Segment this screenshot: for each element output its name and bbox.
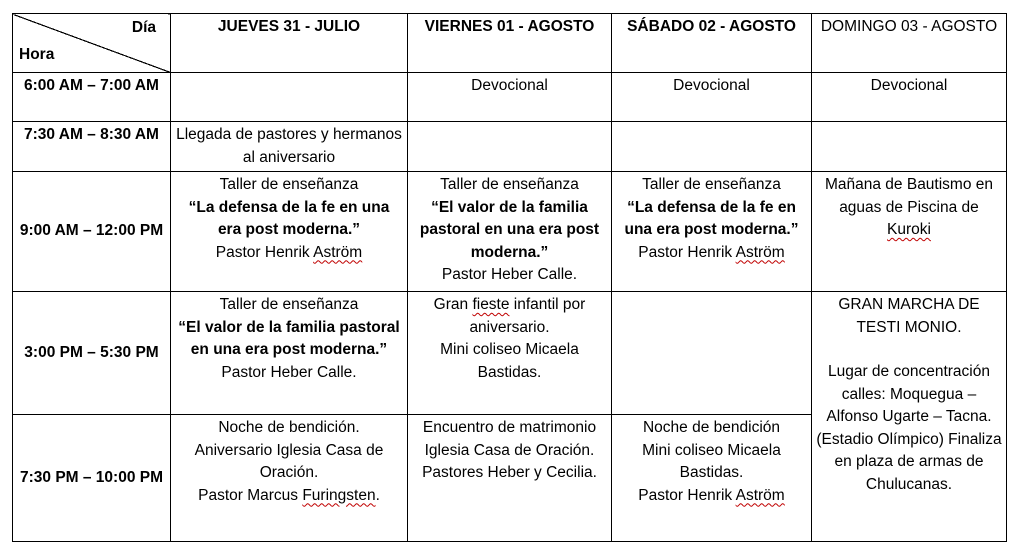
table-row	[13, 172, 1007, 292]
misspelled-word: fieste	[472, 296, 510, 313]
table-row	[13, 73, 1007, 122]
time-slot: 3:00 PM – 5:30 PM	[13, 292, 171, 415]
time-slot: 7:30 PM – 10:00 PM	[13, 415, 171, 542]
schedule-cell	[171, 292, 408, 415]
event-title: Taller de enseñanza	[219, 296, 359, 313]
schedule-cell: Devocional	[812, 73, 1007, 122]
schedule-cell-empty	[612, 122, 812, 172]
schedule-cell: Devocional	[408, 73, 612, 122]
schedule-cell	[612, 415, 812, 542]
event-speaker: Pastor Henrik Aström	[215, 243, 363, 261]
schedule-cell	[812, 172, 1007, 292]
schedule-cell	[408, 172, 612, 292]
event-speaker: Pastor Marcus Furingsten.	[198, 486, 380, 504]
header-row	[13, 14, 1007, 73]
event-topic: “La defensa de la fe en una era post moderna.”	[188, 198, 390, 238]
schedule-cell	[171, 415, 408, 542]
event-speaker: Pastor Heber Calle.	[221, 363, 357, 381]
event-title: Taller de enseñanza	[219, 176, 359, 193]
schedule-cell: Llegada de pastores y hermanos al aniversario	[171, 122, 408, 172]
event-speaker: Pastor Heber Calle.	[441, 266, 578, 283]
speaker-surname: Aström	[313, 243, 363, 261]
schedule-cell-empty	[612, 292, 812, 415]
event-title: Noche de bendición	[642, 419, 781, 436]
event-topic: “El valor de la familia pastoral en una era post moderna.”	[178, 318, 400, 358]
event-topic: “La defensa de la fe en una era post moderna.”	[624, 198, 799, 238]
schedule-cell	[408, 292, 612, 415]
schedule-cell-empty	[171, 73, 408, 122]
event-location: Mini coliseo Micaela Bastidas.	[642, 441, 781, 481]
time-slot: 6:00 AM – 7:00 AM	[13, 73, 171, 122]
place-name: Kuroki	[887, 221, 931, 238]
schedule-cell-empty	[812, 122, 1007, 172]
event-title: Gran fieste infantil por aniversario.	[433, 296, 586, 336]
time-slot: 7:30 AM – 8:30 AM	[13, 122, 171, 172]
day-header-thursday: JUEVES 31 - JULIO	[171, 14, 408, 73]
event-title: Noche de bendición.	[218, 419, 360, 436]
event-speaker: Pastores Heber y Cecilia.	[422, 464, 597, 481]
time-slot: 9:00 AM – 12:00 PM	[13, 172, 171, 292]
event-description: Aniversario Iglesia Casa de Oración.	[194, 441, 384, 481]
table-row	[13, 122, 1007, 172]
event-location: Mini coliseo Micaela Bastidas.	[440, 341, 579, 381]
table-row	[13, 292, 1007, 415]
corner-hour-label: Hora	[19, 45, 55, 63]
corner-header	[13, 14, 171, 73]
schedule-cell: Devocional	[612, 73, 812, 122]
schedule-cell	[171, 172, 408, 292]
schedule-table	[12, 13, 1007, 542]
day-header-saturday: SÁBADO 02 - AGOSTO	[612, 14, 812, 73]
schedule-cell	[612, 172, 812, 292]
speaker-surname: Aström	[735, 243, 785, 261]
speaker-surname: Aström	[735, 486, 785, 504]
schedule-cell-empty	[408, 122, 612, 172]
event-topic: “El valor de la familia pastoral en una era post moderna.”	[419, 198, 600, 261]
schedule-cell	[408, 415, 612, 542]
day-header-sunday: DOMINGO 03 - AGOSTO	[812, 14, 1007, 73]
schedule-cell-march	[812, 292, 1007, 542]
day-header-friday: VIERNES 01 - AGOSTO	[408, 14, 612, 73]
event-speaker: Pastor Henrik Aström	[638, 486, 785, 504]
event-title: Taller de enseñanza	[642, 176, 781, 193]
event-title: GRAN MARCHA DE TESTI MONIO.	[838, 296, 980, 336]
event-title: Taller de enseñanza	[440, 176, 579, 193]
corner-day-label: Día	[131, 19, 156, 36]
speaker-surname: Furingsten	[302, 486, 376, 504]
event-description: Mañana de Bautismo en aguas de Piscina de	[824, 176, 994, 216]
event-title: Encuentro de matrimonio Iglesia Casa de Oración.	[422, 419, 597, 459]
event-location: Lugar de concentración calles: Moquegua – Alfonso Ugarte – Tacna. (Estadio Olímpico) Finaliza en plaza de armas de Chulucanas.	[816, 363, 1002, 493]
spacer	[816, 339, 1002, 361]
event-speaker: Pastor Henrik Aström	[638, 243, 785, 261]
